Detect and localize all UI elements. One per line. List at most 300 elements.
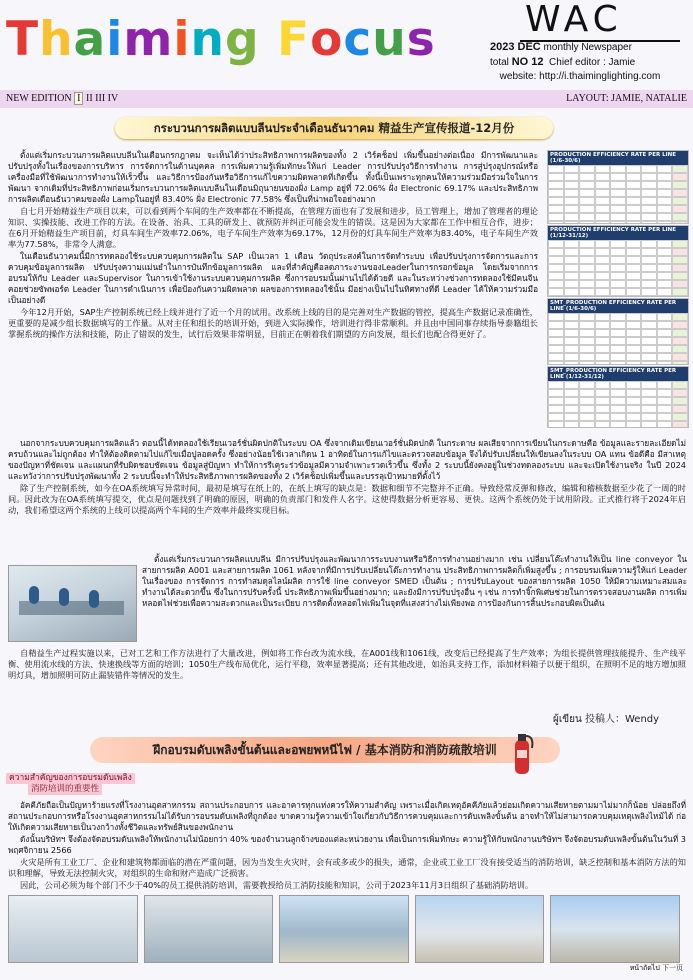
- worker-shape: [89, 590, 99, 608]
- chart-cell: [548, 240, 564, 248]
- chart-cell: [626, 213, 642, 221]
- chart-cell: [610, 389, 626, 397]
- chart-cell: [672, 353, 688, 361]
- chart-cell: [626, 173, 642, 181]
- chart-cell: [579, 248, 595, 256]
- chart-cell: [672, 296, 688, 297]
- chart-cell: [672, 248, 688, 256]
- chart-cell: [548, 189, 564, 197]
- chart-cell: [564, 288, 580, 296]
- edition-ii: II: [85, 93, 93, 104]
- title-letter: i: [173, 12, 191, 67]
- newsletter-title: [6, 10, 436, 70]
- chart-cell: [595, 329, 611, 337]
- issue-number: NO 12: [511, 56, 544, 68]
- chart-cell: [548, 421, 564, 428]
- chart-cell: [579, 421, 595, 428]
- chart-cell: [548, 280, 564, 288]
- issue-info: [490, 40, 690, 84]
- chart-cell: [672, 197, 688, 205]
- training-tags: [6, 773, 135, 795]
- next-page-label[interactable]: หน้าถัดไป 下一页: [629, 964, 683, 972]
- title-letter: n: [190, 12, 225, 67]
- chart-cell: [610, 248, 626, 256]
- efficiency-chart-2: [547, 225, 689, 297]
- chart-cell: [564, 256, 580, 264]
- chart-cell: [641, 248, 657, 256]
- training-photo-4: [415, 895, 545, 963]
- brand-logo: WAC: [525, 0, 623, 40]
- edition-bar: [0, 90, 693, 108]
- chart-cell: [657, 413, 673, 421]
- chart-cell: [548, 353, 564, 361]
- chart-cell: [548, 205, 564, 213]
- chart-cell: [610, 296, 626, 297]
- chart-cell: [672, 280, 688, 288]
- chart-cell: [564, 421, 580, 428]
- chief-editor: Chief editor : Jamie: [549, 57, 636, 68]
- chart-cell: [579, 389, 595, 397]
- chart-cell: [579, 189, 595, 197]
- chart-cell: [595, 405, 611, 413]
- chart-cell: [595, 165, 611, 173]
- chart-cell: [548, 337, 564, 345]
- edition-label: NEW EDITION: [6, 93, 72, 104]
- chart-cell: [595, 280, 611, 288]
- chart-cell: [595, 345, 611, 353]
- title-letter: F: [276, 12, 311, 67]
- chart-cell: [626, 189, 642, 197]
- chart-cell: [548, 397, 564, 405]
- chart-cell: [579, 381, 595, 389]
- chart-cell: [579, 353, 595, 361]
- paragraph-cn-1: 自七月开始精益生产项目以来，可以看到两个车间的生产效率都在不断提高，在管理方面也有了发展和进步，员工管理上，增加了管理者的理论知识、实操技能、改进工作的方法。在设备、治具、工具的研发上、就预防并纠正可能会发生的错误。这是因为大家都在工作中相互合作，进步；在6月开始精益生产项目前，灯具车间生产效率72.06%，电子车间生产效率为69.17%，12月份的灯具车间生产效率为83.40%，电子车间生产效率为77.58%，非常令人满意。: [8, 206, 538, 249]
- section2-text: [8, 800, 686, 892]
- chart-cell: [641, 240, 657, 248]
- paragraph-th-5: อัคคีภัยถือเป็นปัญหาร้ายแรงที่โรงงานอุตสาหกรรม สถานประกอบการ และอาคารทุกแห่งควรให้ความสำคัญ เพราะเมื่อเกิดเหตุอัคคีภัยแล้วย่อมเกิดความเสียหายตามมาไม่มากก็น้อย ปล่อยถึงที่สถานประกอบการหรือโรงงานอุตสาหกรรมไม่ได้รับการอบรมดับเพลิงที่ถูกต้อง ขาดความรู้ความเข้าใจเกี่ยวกับวิธีการควบคุมและการดับเพลิงขั้นต้น อาจทำให้ไม่สามารถควบคุมเหตุเพลิงไหม้ได้ ก่อให้เกิดความเสียหายเป็นวงกว้างทั้งชีวิตและทรัพย์สินของพนักงาน: [8, 800, 686, 832]
- chart-cell: [626, 165, 642, 173]
- paragraph-cn-3: 除了生产控制系统，如今在OA系统填写异常时间，最初是填写在纸上的，在纸上填写的缺点是：数据和细节不完整并不正确。导致经常反弹和修改，编辑和稽核数据至少花了一周的时间。因此改为在OA系统填写提交，优点是问题找到了明确的原因，明确的负责部门和发件人名字。这使得数据分析更容易、更快。这两个系统仍处于试用阶段。正式推行将于2024年启动，我们希望这两个系统的上线可以提高两个车间的生产效率并最终实现目标。: [8, 483, 686, 515]
- chart-cell: [610, 421, 626, 428]
- title-letter: i: [106, 12, 124, 67]
- chart-cell: [610, 165, 626, 173]
- section1-text-right: [142, 554, 687, 610]
- chart-cell: [657, 321, 673, 329]
- chart-cell: [548, 413, 564, 421]
- chart-cell: [657, 205, 673, 213]
- chart-cell: [672, 405, 688, 413]
- chart-cell: [626, 248, 642, 256]
- chart-cell: [641, 165, 657, 173]
- chart-cell: [595, 389, 611, 397]
- paragraph-cn-6: 因此，公司必须为每个部门不少于40%的员工提供消防培训，需要教授给员工消防技能和知识，公司于2023年11月3日组织了基础消防培训。: [20, 880, 534, 890]
- chart-cell: [641, 280, 657, 288]
- chart-cell: [564, 165, 580, 173]
- chart-cell: [672, 313, 688, 321]
- chart-cell: [626, 397, 642, 405]
- title-letter: h: [39, 12, 74, 67]
- chart-cell: [626, 197, 642, 205]
- author-byline: ผู้เขียน 投稿人：Wendy: [553, 714, 660, 725]
- chart-cell: [564, 353, 580, 361]
- chart-cell: [672, 264, 688, 272]
- chart-cell: [579, 397, 595, 405]
- chart-cell: [610, 264, 626, 272]
- chart-cell: [641, 405, 657, 413]
- chart-cell: [564, 345, 580, 353]
- chart-cell: [579, 313, 595, 321]
- paragraph-th-6: ดังนั้นบริษัทฯ จึงต้องจัดอบรมดับเพลิงให้พนักงานไม่น้อยกว่า 40% ของจำนวนลูกจ้างของแต่ละหน่วยงาน เพื่อเป็นการเพิ่มทักษะ ความรู้ให้กับพนักงานบริษัทฯ จึงจัดอบรมดับเพลิงขั้นต้นในวันที่ 3 พฤศจิกายน 2566: [8, 834, 686, 855]
- chart-cell: [610, 413, 626, 421]
- chart-cell: [610, 197, 626, 205]
- edition-iii: III: [95, 93, 106, 104]
- chart-cell: [641, 205, 657, 213]
- chart-cell: [579, 197, 595, 205]
- chart-cell: [672, 321, 688, 329]
- efficiency-chart-1: [547, 150, 689, 224]
- chart-cell: [579, 173, 595, 181]
- chart-cell: [626, 264, 642, 272]
- chart-cell: [641, 381, 657, 389]
- chart-cell: [657, 181, 673, 189]
- efficiency-chart-3: [547, 298, 689, 365]
- paragraph-th-1: ตั้งแต่เริ่มกระบวนการผลิตแบบลีนในเดือนกรกฎาคม จะเห็นได้ว่าประสิทธิภาพการผลิตของทั้ง 2 เวิร์คช็อป เพิ่มขึ้นอย่างต่อเนื่อง มีการพัฒนาและปรับปรุงทั้งในเรื่องของการบริหาร การจัดการในด้านบุคคล การเพิ่มความรู้เพิ่มทักษะให้แก่ Leader การปรับปรุงวิธีการทำงาน การสู่ปรุงอุปกรณ์หรือเครื่องมือที่ใช้พัฒนาการทำงานให้เร็วขึ้น และวิธีการป้องกันหรือวิธีการแก้ไขความผิดพลาดที่เกิดขึ้น ทั้งนี้เป็นเพราะทุกคนให้ความร่วมมือร่วมใจในการพัฒนา จากเดิมที่ประสิทธิภาพก่อนเริ่มกระบวนการผลิตแบบลีนในเดือนมิถุนายนของฝั่ง Lamp อยู่ที่ 72.06% ฝั่ง Electronic 69.17% และประสิทธิภาพการผลิตเดือนธันวาคมของฝั่ง Lampในอยู่ที่ 83.40% ฝั่ง Electronic 77.58% ซึ่งเป็นที่น่าพอใจอย่างมาก: [8, 150, 538, 204]
- paragraph-th-3: นอกจากระบบควบคุมการผลิตแล้ว ตอนนี้ได้ทดลองใช้เรียนเวอร์ชั่นผิดปกติในระบบ OA ซึ่งจากเดิมเขียนเวอร์ชั่นผิดปกติ ในกระดาษ ผลเสียจากการเขียนในกระดาษคือ ข้อมูลและรายละเอียดไม่ครบถ้วนและไม่ถูกต้อง ทำให้ต้องติดตามไปแก้ไขเมื่อปูลอดครั้ง ซึ่งอย่างน้อยใช้เวลาเกิดน 1 อาทิตย์ในการแก้ไขและตรวจสอบข้อมูล จึงได้ปรับเปลี่ยนให้เขียนลงในระบบ OA แทน ข้อดีคือ มีสาเหตุของปัญหาที่ชัดเจน และแผนกที่รับผิดชอบชัดเจน ข้อมูลสู่ปัญหา ทำให้การรีเคุระร่วข้อมูลมีความจำเพาะรวดเร็วขึ้น ซึ่งทั้ง 2 ระบบนี้ยังคงอยู่ในช่วงทดลองระบบ และจะเปิดใช้งานจริง ในปี 2024 และหวังว่าการปรับปรุงพัฒนาทั้ง 2 ระบบนี้จะทำให้ประสิทธิภาพการผลิตของทั้ง 2 เวิร์คช็อปเพิ่มขึ้นและบรรลุเป้าหมายที่ตั้งไว้: [8, 438, 686, 481]
- chart-cell: [564, 381, 580, 389]
- total-label: total: [490, 57, 509, 68]
- chart-cell: [626, 353, 642, 361]
- chart-cell: [564, 221, 580, 224]
- paragraph-cn-2: 今年12月开始，SAP生产控制系统已经上线并进行了近一个月的试用。改系统上线的目的是完善对生产数据的管控，提高生产数据记录准确性，更重要的是减少组长数据填写的工作量。从对主任和组长的培训开始，到进入实际操作，培训进行得非常顺利。并且由中国同事存续指导泰籍组长掌握系统的操作方法和技能，防止了错误的发生，试行后效果非常明显，目前正在朝着我们期望的方向发展，组长们也配合得更好了。: [8, 307, 538, 339]
- chart-cell: [548, 296, 564, 297]
- chart-cell: [672, 256, 688, 264]
- chart-cell: [626, 181, 642, 189]
- chart-cell: [672, 361, 688, 365]
- chart-cell: [610, 288, 626, 296]
- chart-cell: [595, 221, 611, 224]
- chart-cell: [626, 413, 642, 421]
- chart-cell: [672, 329, 688, 337]
- title-letter: c: [343, 12, 373, 67]
- chart-cell: [595, 240, 611, 248]
- chart-cell: [579, 272, 595, 280]
- chart-cell: [595, 288, 611, 296]
- chart-cell: [626, 205, 642, 213]
- chart-cell: [579, 280, 595, 288]
- chart-cell: [548, 272, 564, 280]
- chart-cell: [657, 361, 673, 365]
- chart-cell: [672, 213, 688, 221]
- chart-cell: [672, 272, 688, 280]
- chart-cell: [595, 397, 611, 405]
- chart-cell: [641, 256, 657, 264]
- chart-cell: [564, 389, 580, 397]
- chart-cell: [610, 397, 626, 405]
- chart-cell: [595, 421, 611, 428]
- chart-cell: [579, 264, 595, 272]
- chart-cell: [657, 296, 673, 297]
- chart-cell: [564, 413, 580, 421]
- chart-cell: [672, 413, 688, 421]
- chart-cell: [641, 288, 657, 296]
- chart-cell: [579, 321, 595, 329]
- edition-list: [6, 90, 118, 108]
- training-photo-2: [144, 895, 274, 963]
- title-letter: s: [406, 12, 436, 67]
- chart-cell: [626, 313, 642, 321]
- chart-cell: [610, 272, 626, 280]
- chart-cell: [548, 213, 564, 221]
- issue-sub: monthly Newspaper: [543, 42, 632, 53]
- worker-shape: [29, 586, 39, 604]
- tag-thai: ความสำคัญของการอบรมดับเพลิง: [6, 773, 135, 784]
- website-link[interactable]: website: http://i.thaiminglighting.com: [499, 71, 661, 82]
- chart-cell: [641, 197, 657, 205]
- chart-cell: [610, 381, 626, 389]
- chart-cell: [641, 413, 657, 421]
- chart-cell: [657, 405, 673, 413]
- chart-cell: [595, 213, 611, 221]
- issue-date: 2023 DEC: [490, 41, 541, 53]
- worker-shape: [59, 588, 69, 606]
- chart-cell: [595, 337, 611, 345]
- chart-cell: [672, 181, 688, 189]
- chart-cell: [672, 389, 688, 397]
- chart-cell: [610, 189, 626, 197]
- chart-cell: [657, 313, 673, 321]
- chart-cell: [641, 221, 657, 224]
- chart-cell: [548, 329, 564, 337]
- chart-cell: [564, 321, 580, 329]
- chart-cell: [564, 337, 580, 345]
- chart-cell: [641, 345, 657, 353]
- chart-cell: [672, 345, 688, 353]
- chart-cell: [548, 165, 564, 173]
- chart-cell: [610, 353, 626, 361]
- chart-cell: [626, 337, 642, 345]
- chart-grid: [548, 381, 688, 428]
- chart-cell: [595, 264, 611, 272]
- chart-cell: [579, 413, 595, 421]
- chart-cell: [657, 213, 673, 221]
- chart-cell: [610, 240, 626, 248]
- chart-cell: [626, 405, 642, 413]
- chart-cell: [548, 173, 564, 181]
- chart-cell: [657, 197, 673, 205]
- chart-cell: [579, 288, 595, 296]
- chart-cell: [579, 213, 595, 221]
- chart-cell: [672, 240, 688, 248]
- chart-cell: [610, 405, 626, 413]
- chart-cell: [657, 337, 673, 345]
- chart-cell: [641, 296, 657, 297]
- chart-cell: [564, 280, 580, 288]
- chart-cell: [626, 389, 642, 397]
- paragraph-th-4: ตั้งแต่เริ่มกระบวนการผลิตแบบลีน มีการปรับปรุงและพัฒนาการระบบงานหรือวิธีการทำงานอย่างมาก เช่น เปลี่ยนโต๊ะทำงานให้เป็น line conveyor ในสายการผลิต A001 และสายการผลิต 1061 หลังจากที่มีการปรับเปลี่ยนโต๊ะการทำงาน ประสิทธิภาพการผลิตก็เพิ่มสูงขึ้น ; การอบรมเพิ่มความรู้ให้แก่ Leader ในเรื่องของ การจัดการ การทำสมดุลไลน์ผลิต การใช้ line conveyor SMED เป็นต้น ; การปรับLayout ของสายการผลิต 1050 ให้มีความเหมาะสมและทำงานได้สะดวกขึ้น ซึ่งในการปรับครั้งนี้ ประสิทธิภาพเพิ่มขึ้นอย่างมาก; และยังมีการปรับปรุงอื่น ๆ เช่น การทำจิ๊กพิเศษช่วยในการตรวจสอบงานผลิต การเพิ่มหลอดไฟช่วยเพื่อความสะดวกและเป็นระเบียบ การติดตั้งหลอดไฟเพิ่มในจุดที่แสงสว่างไม่เพียงพอ การป้องกันการสิ้นประกอบผิดเป็นต้น: [142, 554, 687, 608]
- chart-cell: [672, 173, 688, 181]
- chart-cell: [595, 361, 611, 365]
- chart-cell: [579, 405, 595, 413]
- chart-cell: [595, 296, 611, 297]
- chart-cell: [641, 337, 657, 345]
- chart-grid: [548, 165, 688, 224]
- chart-cell: [564, 296, 580, 297]
- chart-cell: [672, 189, 688, 197]
- chart-cell: [579, 337, 595, 345]
- chart-cell: [641, 173, 657, 181]
- chart-cell: [548, 389, 564, 397]
- chart-cell: [564, 361, 580, 365]
- chart-cell: [564, 213, 580, 221]
- chart-cell: [610, 205, 626, 213]
- chart-grid: [548, 313, 688, 365]
- chart-cell: [595, 313, 611, 321]
- chart-cell: [657, 240, 673, 248]
- chart-cell: [657, 288, 673, 296]
- chart-cell: [626, 272, 642, 280]
- title-letter: a: [73, 12, 107, 67]
- chart-cell: [610, 256, 626, 264]
- chart-cell: [595, 197, 611, 205]
- chart-cell: [657, 248, 673, 256]
- chart-cell: [595, 381, 611, 389]
- chart-cell: [548, 248, 564, 256]
- chart-cell: [672, 165, 688, 173]
- chart-cell: [610, 313, 626, 321]
- tag-chinese: 消防培训的重要性: [28, 784, 102, 795]
- paragraph-th-2: ในเดือนธันวาคมนี้มีการทดลองใช้ระบบควบคุมการผลิตใน SAP เป็นเวลา 1 เดือน วัตถุประสงค์ในการจัดทำระบบ เพื่อปรับปรุงการจัดการและการควบคุมข้อมูลการผลิต ปรับปรุงความแม่นยำในการบันทึกข้อมูลการผลิต และที่สำคัญคือลดภาระงานของLeaderในการกรอกข้อมูล โดยเริ่มจากการอบรมให้กับ Leader และSupervisor ในการเข้าใช้งานระบบควบคุมการผลิต ซึ่งการอบรมนั้นผ่านไปได้ด้วยดี และในระหว่างช่วงการทดลองใช้มีคนจีนคอยช่วยซัพพอร์ต Leader ในการดำเนินการ เพื่อป้องกันความผิดพลาด ผลของการทดลองใช้นั้น มีอย่างเป็นไปในทิศทางที่ดี Leader ได้ให้ความร่วมมือเป็นอย่างดี: [8, 251, 538, 305]
- section1-text-mid: [8, 438, 686, 517]
- chart-cell: [641, 361, 657, 365]
- chart-cell: [672, 421, 688, 428]
- chart-cell: [595, 353, 611, 361]
- chart-cell: [672, 337, 688, 345]
- training-photo-5: [550, 895, 680, 963]
- chart-cell: [626, 321, 642, 329]
- chart-cell: [672, 381, 688, 389]
- chart-cell: [626, 240, 642, 248]
- chart-cell: [579, 181, 595, 189]
- chart-cell: [610, 361, 626, 365]
- edition-i: I: [74, 92, 83, 105]
- chart-cell: [579, 361, 595, 365]
- chart-cell: [657, 329, 673, 337]
- chart-cell: [564, 272, 580, 280]
- chart-cell: [579, 221, 595, 224]
- chart-cell: [595, 205, 611, 213]
- chart-cell: [641, 181, 657, 189]
- title-letter: m: [123, 12, 174, 67]
- chart-cell: [610, 213, 626, 221]
- chart-cell: [548, 197, 564, 205]
- chart-cell: [672, 397, 688, 405]
- chart-cell: [579, 296, 595, 297]
- chart-cell: [548, 381, 564, 389]
- chart-cell: [548, 361, 564, 365]
- chart-cell: [626, 329, 642, 337]
- chart-cell: [579, 329, 595, 337]
- chart-cell: [595, 413, 611, 421]
- chart-cell: [641, 421, 657, 428]
- chart-cell: [564, 205, 580, 213]
- chart-cell: [657, 389, 673, 397]
- title-letter: T: [6, 12, 40, 67]
- title-letter: g: [224, 12, 260, 67]
- chart-cell: [672, 205, 688, 213]
- chart-cell: [564, 197, 580, 205]
- production-line-photo: [8, 565, 137, 642]
- chart-cell: [548, 256, 564, 264]
- chart-cell: [579, 165, 595, 173]
- chart-cell: [610, 280, 626, 288]
- chart-cell: [548, 181, 564, 189]
- chart-cell: [564, 313, 580, 321]
- chart-cell: [626, 221, 642, 224]
- chart-cell: [657, 345, 673, 353]
- chart-cell: [626, 280, 642, 288]
- chart-cell: [579, 256, 595, 264]
- chart-cell: [579, 240, 595, 248]
- chart-cell: [564, 397, 580, 405]
- chart-cell: [610, 321, 626, 329]
- chart-cell: [657, 256, 673, 264]
- efficiency-chart-4: [547, 366, 689, 428]
- chart-cell: [641, 329, 657, 337]
- chart-cell: [626, 361, 642, 365]
- chart-cell: [595, 321, 611, 329]
- chart-cell: [626, 296, 642, 297]
- chart-cell: [548, 321, 564, 329]
- chart-cell: [641, 213, 657, 221]
- chart-title: PRODUCTION EFFICIENCY RATE PER LINE (1/6-30/6): [548, 151, 688, 165]
- fire-extinguisher-icon: [508, 726, 536, 776]
- chart-cell: [641, 353, 657, 361]
- chart-cell: [657, 165, 673, 173]
- chart-cell: [610, 329, 626, 337]
- chart-cell: [595, 181, 611, 189]
- chart-cell: [564, 248, 580, 256]
- chart-cell: [548, 221, 564, 224]
- edition-iv: IV: [107, 93, 119, 104]
- chart-cell: [641, 321, 657, 329]
- section1-text-bottom: [8, 648, 686, 682]
- chart-cell: [610, 181, 626, 189]
- chart-cell: [672, 288, 688, 296]
- chart-cell: [657, 264, 673, 272]
- chart-cell: [657, 353, 673, 361]
- training-photos: [8, 895, 680, 963]
- chart-cell: [548, 405, 564, 413]
- chart-cell: [657, 421, 673, 428]
- chart-cell: [564, 329, 580, 337]
- chart-cell: [657, 221, 673, 224]
- chart-cell: [672, 221, 688, 224]
- chart-cell: [657, 173, 673, 181]
- chart-cell: [626, 345, 642, 353]
- training-photo-3: [279, 895, 409, 963]
- title-letter: u: [372, 12, 407, 67]
- paragraph-cn-4: 自精益生产过程实施以来，已对工艺和工作方法进行了大量改进，例如将工作台改为流水线，在A001线和1061线，改变后已经提高了生产效率；为组长提供管理技能提升、生产线平衡、使用流水线的方法、快速换线等方面的培训；1050生产线布局优化，运行平稳，效率显著提高；还有其他改进，如治具支持工作，添加材料箱子以便于组织，在照明不足的地方增加照明灯具，增加照明可防止漏装错件等情况的发生。: [8, 648, 686, 680]
- chart-cell: [641, 264, 657, 272]
- chart-cell: [626, 288, 642, 296]
- chart-cell: [564, 189, 580, 197]
- chart-cell: [564, 181, 580, 189]
- chart-cell: [657, 397, 673, 405]
- chart-cell: [610, 221, 626, 224]
- section2-headline: ฝึกอบรมดับเพลิงขั้นต้นและอพยพหนีไฟ / 基本消防和消防疏散培训: [90, 737, 560, 763]
- chart-cell: [641, 189, 657, 197]
- chart-cell: [641, 272, 657, 280]
